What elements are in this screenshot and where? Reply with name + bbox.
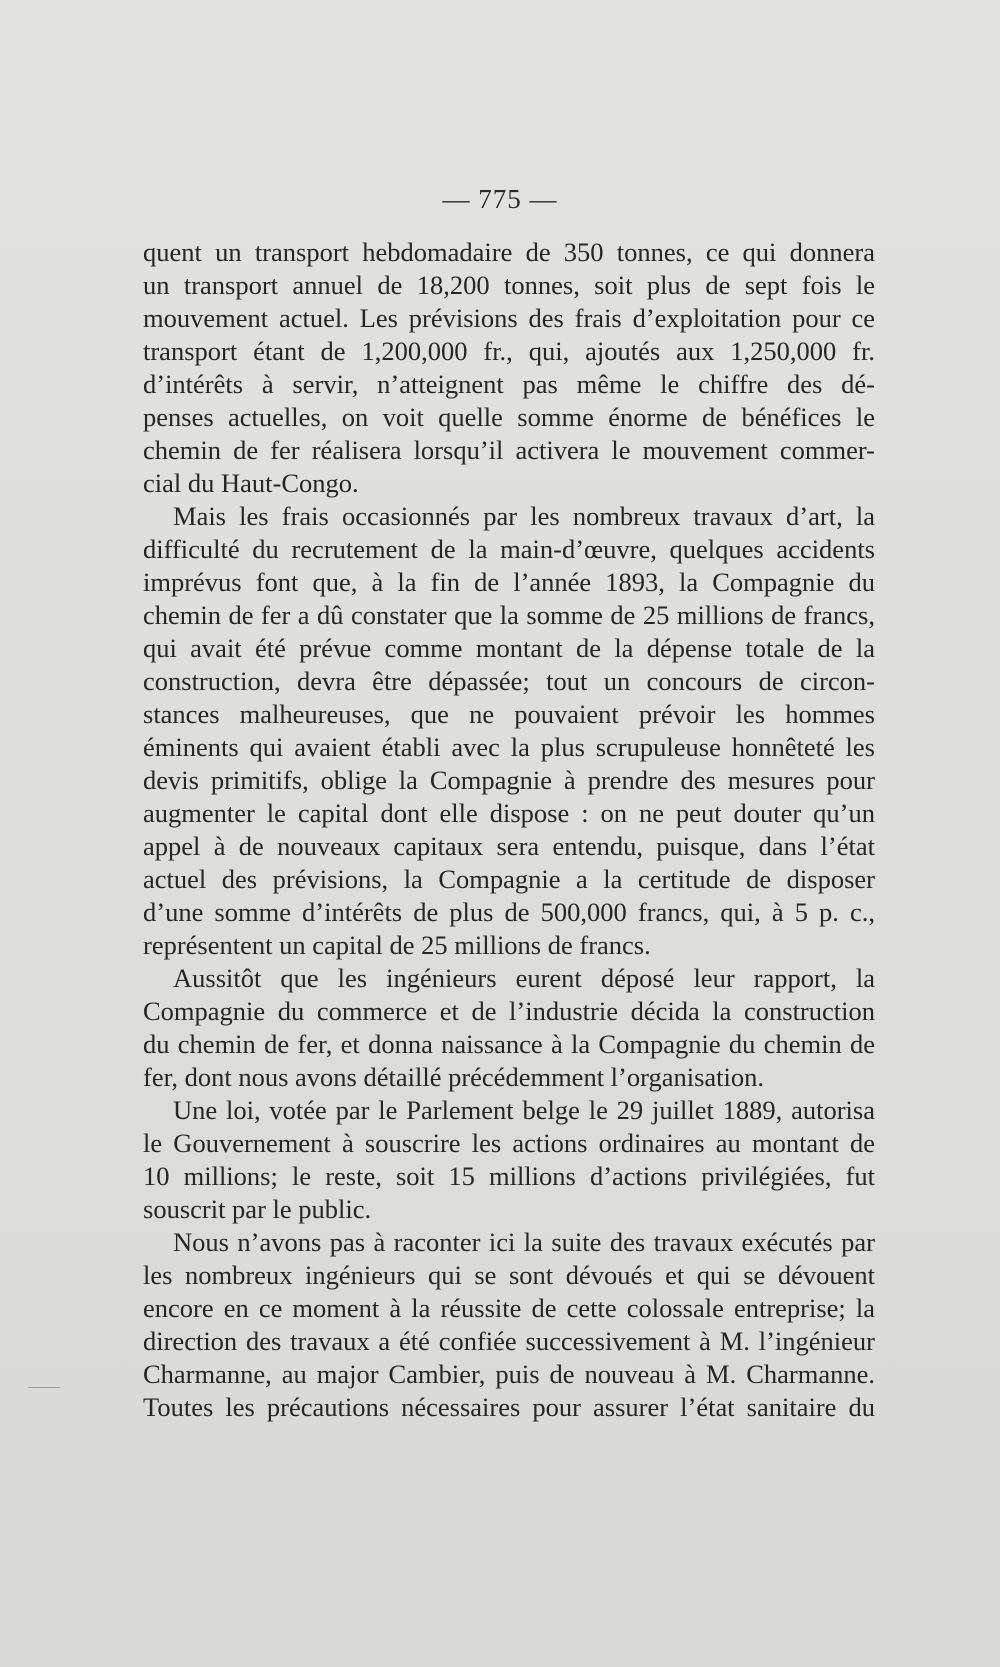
text-line: Charmanne, au major Cambier, puis de nouveau à M. Charmanne. [143,1359,875,1389]
text-line: devis primitifs, oblige la Compagnie à prendre des mesures pour [143,765,875,795]
text-line: quent un transport hebdomadaire de 350 tonnes, ce qui donnera [143,237,875,267]
text-line: représentent un capital de 25 millions de francs. [143,930,651,960]
text-line: cial du Haut-Congo. [143,468,359,498]
text-line: actuel des prévisions, la Compagnie a la certitude de disposer [143,864,875,894]
text-line: encore en ce moment à la réussite de cette colossale entreprise; la [143,1293,875,1323]
text-line: construction, devra être dépassée; tout un concours de circon- [143,666,875,696]
text-line: penses actuelles, on voit quelle somme énorme de bénéfices le [143,402,875,432]
text-line: chemin de fer a dû constater que la somme de 25 millions de francs, [143,600,875,630]
text-line: Compagnie du commerce et de l’industrie décida la construction [143,996,875,1026]
text-line: d’intérêts à servir, n’atteignent pas même le chiffre des dé- [143,369,875,399]
text-line: difficulté du recrutement de la main-d’œuvre, quelques accidents [143,534,875,564]
text-line: d’une somme d’intérêts de plus de 500,000 francs, qui, à 5 p. c., [143,897,875,927]
text-line: 10 millions; le reste, soit 15 millions d’actions privilégiées, fut [143,1161,875,1191]
text-line: Toutes les précautions nécessaires pour assurer l’état sanitaire du [143,1392,875,1422]
text-line: appel à de nouveaux capitaux sera entendu, puisque, dans l’état [143,831,875,861]
text-line: direction des travaux a été confiée successivement à M. l’ingénieur [143,1326,875,1356]
text-line: du chemin de fer, et donna naissance à la Compagnie du chemin de [143,1029,875,1059]
text-line: éminents qui avaient établi avec la plus scrupuleuse honnêteté les [143,732,875,762]
text-line: un transport annuel de 18,200 tonnes, soit plus de sept fois le [143,270,875,300]
paragraph-start-line: Aussitôt que les ingénieurs eurent déposé leur rapport, la [173,963,875,993]
text-line: imprévus font que, à la fin de l’année 1893, la Compagnie du [143,567,875,597]
paragraph-start-line: Mais les frais occasionnés par les nombreux travaux d’art, la [173,501,875,531]
text-line: transport étant de 1,200,000 fr., qui, ajoutés aux 1,250,000 fr. [143,336,875,366]
text-line: augmenter le capital dont elle dispose : on ne peut douter qu’un [143,798,875,828]
margin-dash [28,1387,60,1388]
body-text [143,236,875,1424]
text-line: fer, dont nous avons détaillé précédemment l’organisation. [143,1062,765,1092]
paragraph-start-line: Une loi, votée par le Parlement belge le 29 juillet 1889, autorisa [173,1095,875,1125]
text-line: chemin de fer réalisera lorsqu’il activera le mouvement commer- [143,435,875,465]
text-line: qui avait été prévue comme montant de la dépense totale de la [143,633,875,663]
page-number: — 775 — [442,184,558,214]
paragraph-start-line: Nous n’avons pas à raconter ici la suite des travaux exécutés par [173,1227,875,1257]
text-line: mouvement actuel. Les prévisions des frais d’exploitation pour ce [143,303,875,333]
text-line: stances malheureuses, que ne pouvaient prévoir les hommes [143,699,875,729]
text-line: le Gouvernement à souscrire les actions ordinaires au montant de [143,1128,875,1158]
text-line: souscrit par le public. [143,1194,372,1224]
text-line: les nombreux ingénieurs qui se sont dévoués et qui se dévouent [143,1260,875,1290]
